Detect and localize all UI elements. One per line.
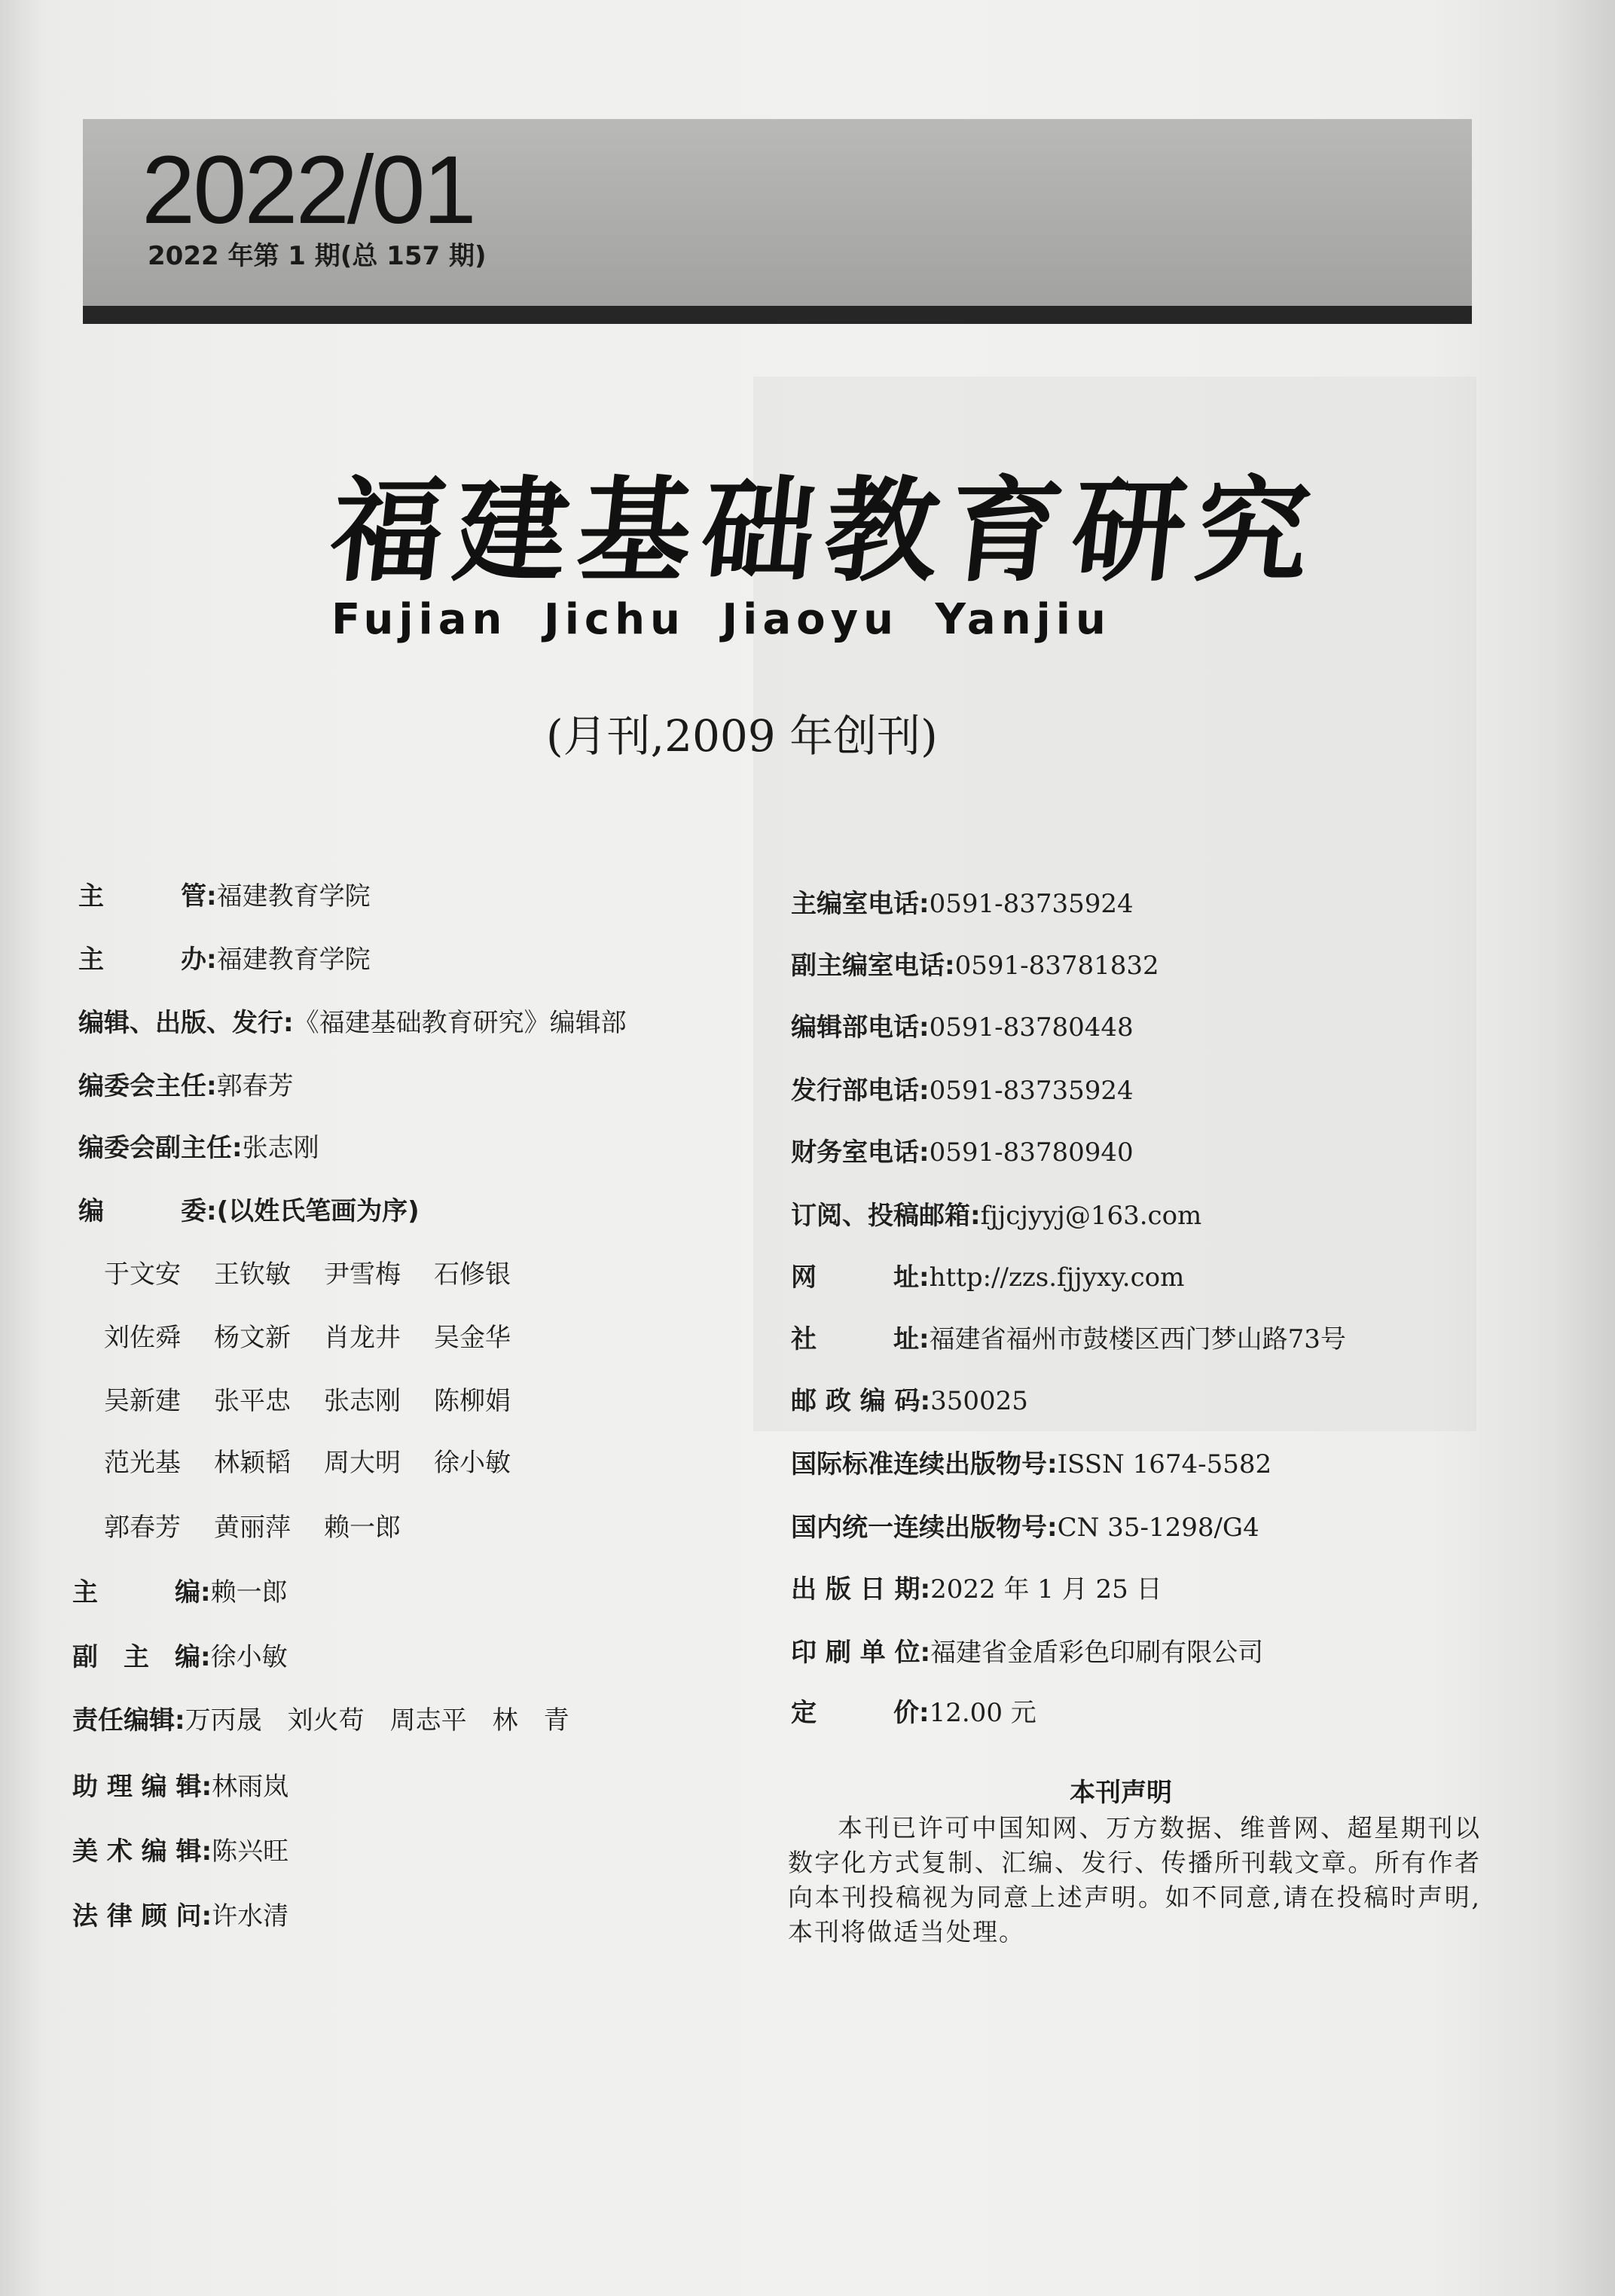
responsible-editors-row xyxy=(72,1702,569,1739)
journal-title-english: Fujian Jichu Jiaoyu Yanjiu xyxy=(331,595,1111,644)
printer-row xyxy=(791,1635,1263,1671)
distribution-phone-label: 发行部电话: xyxy=(791,1076,930,1106)
committee-member: 陈柳娟 xyxy=(434,1386,511,1416)
deputy-chief-editor-row xyxy=(72,1639,288,1675)
art-editor-value: 陈兴旺 xyxy=(212,1836,289,1867)
website-row xyxy=(791,1259,1184,1296)
editorial-phone-value: 0591-83780448 xyxy=(929,1012,1134,1043)
committee-member: 林颖韬 xyxy=(214,1448,291,1478)
chief-office-phone-row xyxy=(791,886,1134,922)
chief-editor-value: 赖一郎 xyxy=(210,1577,288,1608)
responsible-editors-value: 万丙晟 刘火苟 周志平 林 青 xyxy=(185,1705,569,1736)
email-value: fjjcjyyj@163.com xyxy=(980,1201,1202,1231)
assistant-editor-value: 林雨岚 xyxy=(212,1772,289,1802)
committee-director-value: 郭春芳 xyxy=(216,1071,294,1101)
committee-member: 范光基 xyxy=(104,1448,181,1478)
chief-editor-row xyxy=(72,1574,288,1611)
issn-row xyxy=(791,1446,1272,1482)
legal-adviser-value: 许水清 xyxy=(212,1901,289,1931)
printer-label: 印 刷 单 位: xyxy=(791,1638,931,1668)
chief-office-phone-value: 0591-83735924 xyxy=(929,889,1134,919)
committee-member: 王钦敏 xyxy=(214,1259,291,1290)
editorial-phone-row xyxy=(791,1009,1134,1046)
cn-row xyxy=(791,1510,1259,1546)
issn-label: 国际标准连续出版物号: xyxy=(791,1449,1058,1479)
declaration-body: 本刊已许可中国知网、万方数据、维普网、超星期刊以数字化方式复制、汇编、发行、传播所刊载文章。所有作者向本刊投稿视为同意上述声明。如不同意,请在投稿时声明,本刊将做适当处理。 xyxy=(788,1813,1481,1946)
committee-member: 徐小敏 xyxy=(434,1448,511,1478)
distribution-phone-value: 0591-83735924 xyxy=(929,1076,1134,1106)
finance-phone-row xyxy=(791,1134,1134,1171)
sponsor-row xyxy=(78,942,371,978)
deputy-chief-editor-label: 副 主 编: xyxy=(72,1642,211,1672)
postcode-label: 邮 政 编 码: xyxy=(791,1386,931,1416)
issue-number: 2022/01 xyxy=(142,136,475,244)
publisher-row xyxy=(78,1005,627,1041)
issn-value: ISSN 1674-5582 xyxy=(1057,1449,1272,1479)
committee-deputy-label: 编委会副主任: xyxy=(78,1133,243,1163)
address-row xyxy=(791,1321,1346,1357)
postcode-value: 350025 xyxy=(930,1386,1028,1416)
committee-member: 张志刚 xyxy=(324,1386,401,1416)
assistant-editor-row xyxy=(72,1769,289,1805)
supervisor-label: 主 管: xyxy=(78,881,217,911)
publisher-value: 《福建基础教育研究》编辑部 xyxy=(293,1008,627,1038)
header-band-bar xyxy=(83,306,1472,324)
committee-member: 吴新建 xyxy=(104,1386,181,1416)
editorial-phone-label: 编辑部电话: xyxy=(791,1012,930,1043)
chief-office-phone-label: 主编室电话: xyxy=(791,889,930,919)
distribution-phone-row xyxy=(791,1073,1134,1109)
email-row xyxy=(791,1198,1201,1234)
committee-member: 肖龙井 xyxy=(324,1323,401,1353)
website-label: 网 址: xyxy=(791,1262,930,1293)
responsible-editors-label: 责任编辑: xyxy=(72,1705,185,1736)
deputy-office-phone-value: 0591-83781832 xyxy=(954,951,1159,981)
committee-member: 赖一郎 xyxy=(324,1513,401,1543)
sponsor-label: 主 办: xyxy=(78,945,217,975)
journal-title-chinese: 福建基础教育研究 xyxy=(324,465,1327,597)
email-label: 订阅、投稿邮箱: xyxy=(791,1201,981,1231)
committee-order-note: (以姓氏笔画为序) xyxy=(216,1196,420,1226)
pub-date-label: 出 版 日 期: xyxy=(791,1574,931,1604)
supervisor-row xyxy=(78,878,371,914)
sponsor-value: 福建教育学院 xyxy=(216,945,371,975)
website-value: http://zzs.fjjyxy.com xyxy=(929,1262,1185,1293)
committee-names-row-2 xyxy=(104,1320,544,1356)
committee-label: 编 委: xyxy=(78,1196,217,1226)
committee-member: 吴金华 xyxy=(434,1323,511,1353)
committee-names-row-5 xyxy=(104,1510,434,1546)
art-editor-row xyxy=(72,1833,289,1870)
committee-member: 于文安 xyxy=(104,1259,181,1290)
committee-deputy-row xyxy=(78,1130,319,1166)
committee-member: 张平忠 xyxy=(214,1386,291,1416)
deputy-office-phone-row xyxy=(791,948,1159,984)
publisher-label: 编辑、出版、发行: xyxy=(78,1008,294,1038)
committee-names-row-1 xyxy=(104,1256,544,1293)
pub-date-value: 2022 年 1 月 25 日 xyxy=(930,1574,1162,1604)
deputy-office-phone-label: 副主编室电话: xyxy=(791,951,955,981)
price-value: 12.00 元 xyxy=(929,1698,1036,1728)
committee-member: 杨文新 xyxy=(214,1323,291,1353)
committee-deputy-value: 张志刚 xyxy=(242,1133,319,1163)
chief-editor-label: 主 编: xyxy=(72,1577,211,1608)
issue-detail: 2022 年第 1 期(总 157 期) xyxy=(148,241,487,271)
price-row xyxy=(791,1695,1036,1731)
address-value: 福建省福州市鼓楼区西门梦山路73号 xyxy=(929,1324,1346,1354)
committee-row xyxy=(78,1193,420,1229)
cn-label: 国内统一连续出版物号: xyxy=(791,1513,1058,1543)
committee-director-label: 编委会主任: xyxy=(78,1071,217,1101)
art-editor-label: 美 术 编 辑: xyxy=(72,1836,212,1867)
assistant-editor-label: 助 理 编 辑: xyxy=(72,1772,212,1802)
committee-member: 石修银 xyxy=(434,1259,511,1290)
committee-member: 郭春芳 xyxy=(104,1513,181,1543)
legal-adviser-row xyxy=(72,1898,289,1934)
committee-member: 刘佐舜 xyxy=(104,1323,181,1353)
printer-value: 福建省金盾彩色印刷有限公司 xyxy=(930,1638,1264,1668)
address-label: 社 址: xyxy=(791,1324,930,1354)
pub-date-row xyxy=(791,1571,1162,1608)
committee-names-row-4 xyxy=(104,1445,544,1481)
price-label: 定 价: xyxy=(791,1698,930,1728)
committee-names-row-3 xyxy=(104,1383,544,1419)
committee-member: 尹雪梅 xyxy=(324,1259,401,1290)
postcode-row xyxy=(791,1383,1028,1419)
legal-adviser-label: 法 律 顾 问: xyxy=(72,1901,212,1931)
cn-value: CN 35-1298/G4 xyxy=(1057,1513,1259,1543)
deputy-chief-editor-value: 徐小敏 xyxy=(210,1642,288,1672)
journal-frequency-note: (月刊,2009 年创刊) xyxy=(546,710,938,762)
finance-phone-value: 0591-83780940 xyxy=(929,1137,1134,1168)
committee-member: 黄丽萍 xyxy=(214,1513,291,1543)
committee-director-row xyxy=(78,1068,294,1104)
finance-phone-label: 财务室电话: xyxy=(791,1137,930,1168)
committee-member: 周大明 xyxy=(324,1448,401,1478)
declaration-title: 本刊声明 xyxy=(1070,1778,1172,1808)
supervisor-value: 福建教育学院 xyxy=(216,881,371,911)
